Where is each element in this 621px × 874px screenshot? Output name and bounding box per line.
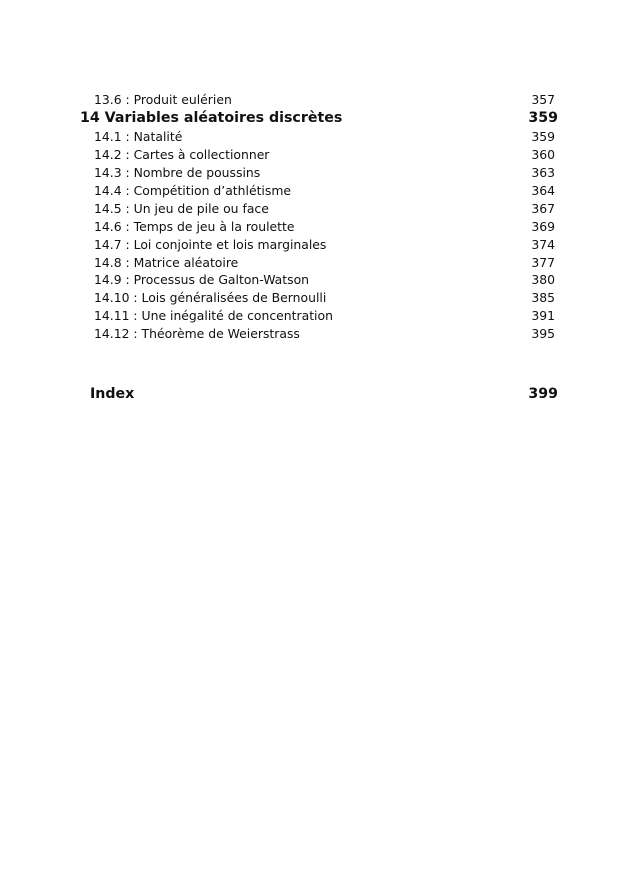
toc-entry-page: 359 [531,129,555,144]
toc-entry-page: 360 [531,147,555,162]
toc-entry-page: 385 [531,290,555,305]
toc-entry-14-10[interactable] [0,289,621,307]
toc-index[interactable] [0,385,621,403]
toc-entry-page: 364 [531,183,555,198]
toc-entry-title: 14.1 : Natalité [94,129,183,144]
toc-chapter-title: 14 Variables aléatoires discrètes [80,110,343,126]
toc-entry-title: 14.3 : Nombre de poussins [94,165,261,180]
toc-chapter-page: 359 [528,110,558,126]
toc-entry-title: 14.4 : Compétition d’athlétisme [94,183,292,198]
toc-entry-title: 13.6 : Produit eulérien [94,92,232,107]
toc-entry-page: 357 [531,92,555,107]
toc-index-title: Index [90,386,135,402]
toc-entry-14-1[interactable] [0,128,621,146]
toc-entry-page: 380 [531,272,555,287]
toc-entry-title: 14.11 : Une inégalité de concentration [94,308,333,323]
toc-entry-14-6[interactable] [0,218,621,236]
toc-entry-page: 395 [531,326,555,341]
toc-entry-title: 14.7 : Loi conjointe et lois marginales [94,237,327,252]
toc-entry-title: 14.9 : Processus de Galton-Watson [94,272,310,287]
toc-entry-title: 14.6 : Temps de jeu à la roulette [94,219,295,234]
toc-entry-14-7[interactable] [0,236,621,254]
toc-entry-title: 14.8 : Matrice aléatoire [94,255,239,270]
toc-entry-title: 14.12 : Théorème de Weierstrass [94,326,300,341]
toc-entry-page: 363 [531,165,555,180]
toc-index-page: 399 [528,386,558,402]
toc-entry-14-9[interactable] [0,271,621,289]
toc-entry-title: 14.5 : Un jeu de pile ou face [94,201,269,216]
toc-entry-title: 14.10 : Lois généralisées de Bernoulli [94,290,327,305]
toc-entry-14-11[interactable] [0,307,621,325]
toc-entry-14-5[interactable] [0,200,621,218]
toc-entry-page: 377 [531,255,555,270]
toc-entry-14-4[interactable] [0,182,621,200]
toc-entry-page: 369 [531,219,555,234]
toc-entry-14-3[interactable] [0,164,621,182]
toc-entry-title: 14.2 : Cartes à collectionner [94,147,270,162]
toc-chapter-14[interactable] [0,109,621,127]
toc-entry-14-8[interactable] [0,254,621,272]
toc-entry-page: 374 [531,237,555,252]
toc-entry-14-2[interactable] [0,146,621,164]
toc-entry-page: 391 [531,308,555,323]
toc-entry-page: 367 [531,201,555,216]
toc-entry-14-12[interactable] [0,325,621,343]
toc-entry-13-6[interactable] [0,91,621,109]
